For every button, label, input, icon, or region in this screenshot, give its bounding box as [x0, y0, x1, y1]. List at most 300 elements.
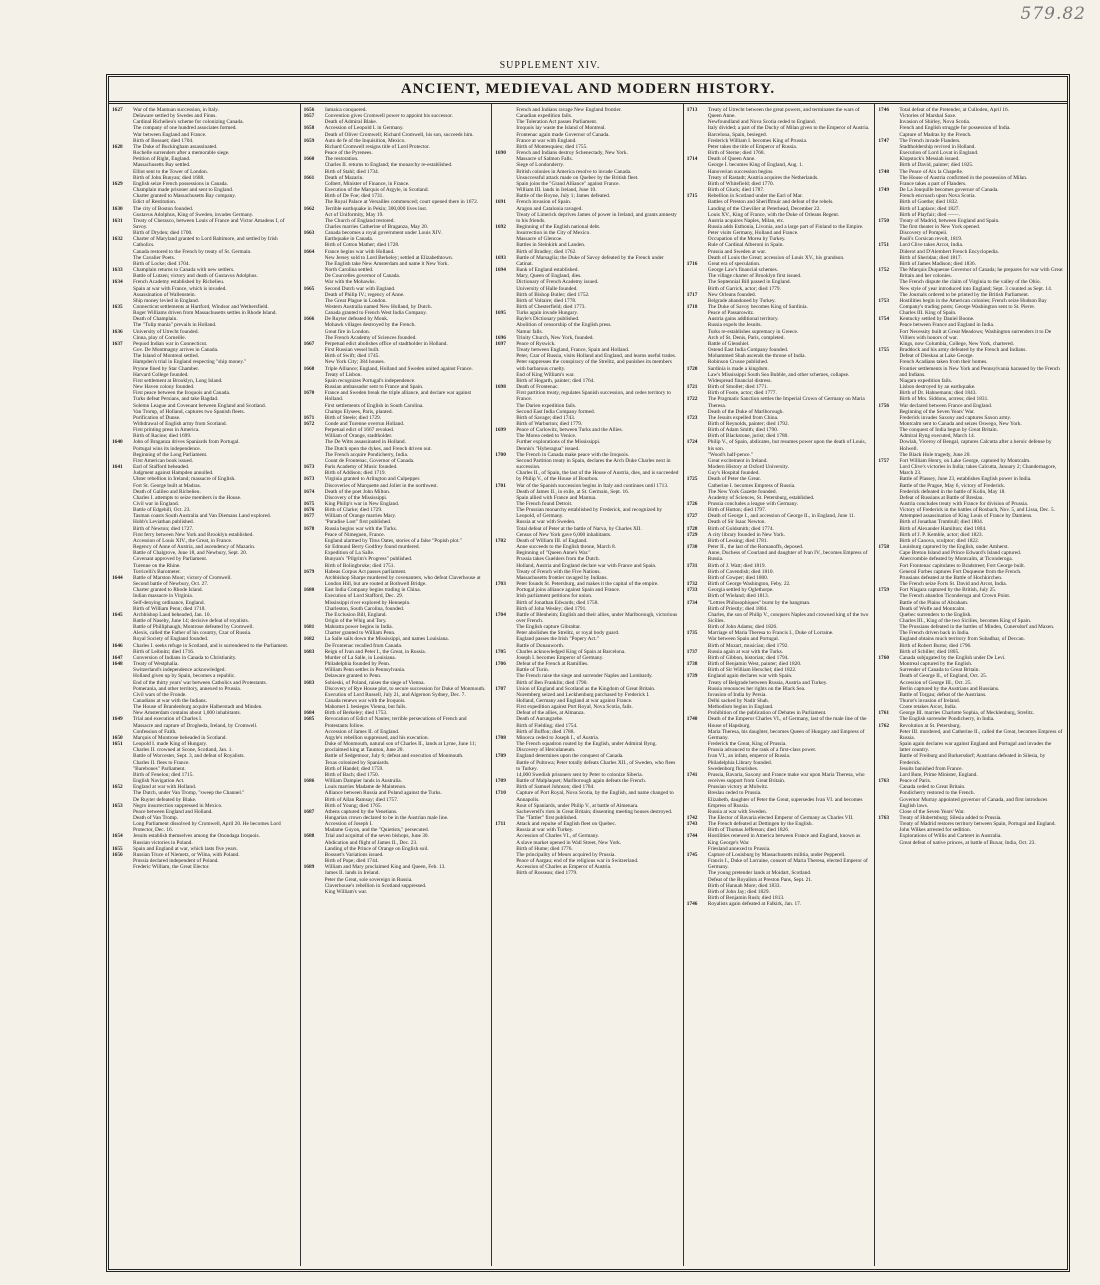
entry-event: Bayle's Dictionary published.: [516, 316, 580, 323]
entry-event: William of Orange, stadtholder.: [324, 433, 393, 440]
entry-event: First Russian vessel built.: [324, 347, 380, 354]
entry-event: The French abandon Ticonderoga and Crown Point.: [899, 593, 1011, 600]
entry-year: 1664: [303, 248, 315, 255]
entry-year: 1716: [686, 260, 698, 267]
entry-year: 1684: [303, 710, 315, 717]
entry-event: Mahomet I. besieges Vienna, but fails.: [324, 704, 407, 711]
entry-event: Birth of Chesterfield; died 1773.: [516, 304, 586, 310]
entry-event: Occupation of the Morea by Turkey.: [707, 236, 786, 243]
entry-event: Louis marries Madame de Maintenon.: [324, 784, 407, 791]
entry-event: Assassination of Wallenstein.: [133, 291, 196, 298]
entry-event: Abdication and flight of James II., Dec. 23.: [324, 839, 418, 846]
entry-event: Death of Mazarin.: [324, 174, 364, 181]
entry-event: Battle of Marston Moor; victory of Cromwell.: [133, 574, 232, 581]
entry-event: Birth of Playfair; died ——.: [899, 211, 960, 218]
entry-event: Charles II., of Spain, the last of the House of Austria, dies, and is succeeded by Philip V., of the House of Bourbon.: [516, 470, 679, 483]
entry-event: Irish parliament petitions for union.: [516, 593, 593, 600]
entry-event: Defeat of the allies, at Almanza.: [516, 710, 585, 717]
entry-event: Battle of Marsaglia; the Duke of Savoy defeated by the French under Catinat.: [516, 254, 664, 267]
entry-event: Prussia declared independent of Poland.: [133, 858, 219, 865]
entry-event: Breslau ceded to Prussia.: [707, 790, 762, 797]
entry-event: Birth of Sterne; died 1768.: [707, 150, 765, 157]
entry-event: Attempted assassination of King Louis of France by Damiens.: [899, 513, 1033, 520]
entry-event: Athens captured by the Venetians.: [324, 808, 398, 815]
entry-year: 1691: [495, 199, 506, 206]
entry-year: 1693: [495, 254, 506, 261]
entry-event: Discoveries of Marquette and Joliet in the northwest.: [324, 482, 438, 489]
entry-event: Treaty of Lisbon.: [324, 371, 362, 378]
entry-year: 1705: [495, 648, 506, 655]
entry-event: The Royal Palace at Versailles commenced; court opened there in 1672.: [324, 199, 479, 206]
entry-year: 1752: [878, 267, 890, 274]
entry-event: Russian ambassador sent to France and Spain.: [324, 384, 424, 391]
entry-event: Earthquake in Canada.: [324, 236, 374, 243]
entry-event: Treaty of Rastadt; Austria acquires the Netherlands.: [707, 174, 819, 181]
entry-year: 1699: [495, 427, 506, 434]
entry-event: Duke of Monmouth, natural son of Charles II., lands at Lyme, June 11; proclaimed king at Taunton, June 20.: [324, 741, 477, 754]
timeline-entry: [878, 366, 1063, 378]
timeline-entry: [878, 329, 1063, 341]
timeline-entry: [878, 729, 1063, 741]
entry-year: 1632: [112, 236, 123, 243]
entry-event: Civil wars of the Fronde.: [133, 691, 187, 698]
entry-year: 1649: [112, 716, 123, 723]
entry-year: 1658: [303, 125, 315, 132]
entry-event: The French driven back in India.: [899, 630, 970, 637]
entry-event: Connecticut settlements at Hartford, Windsor and Wethersfield.: [133, 304, 269, 310]
entry-event: Birth of Hutton; died 1797.: [707, 507, 767, 514]
entry-year: 1720: [686, 365, 698, 372]
entry-event: The Church of England restored.: [324, 217, 395, 224]
entry-event: Birth of Mozart, musician; died 1792.: [707, 642, 789, 649]
entry-year: 1671: [303, 414, 315, 421]
entry-event: Birth of Schiller; died 1805.: [899, 648, 960, 655]
entry-event: New Orleans founded.: [707, 291, 757, 298]
entry-year: [495, 390, 516, 402]
entry-year: 1730: [686, 544, 698, 551]
entry-event: Ivan VI., an infant, emperor of Russia.: [707, 753, 791, 760]
entry-event: The first theater in New York opened.: [899, 223, 981, 230]
entry-event: Death of the Duke of Marlborough.: [707, 408, 784, 415]
entry-event: King Philip's war in New England.: [324, 501, 400, 507]
entry-event: The De Witts assassinated in Holland.: [324, 439, 406, 446]
entry-event: Treaty of Utrecht between the great powers, and terminates the wars of Queen Anne.: [707, 107, 860, 120]
entry-event: Birth of Blackstone, jurist; died 1780.: [707, 433, 789, 440]
entry-year: [687, 729, 708, 741]
entry-event: Bank of England established.: [516, 267, 579, 274]
entry-event: War between England and France.: [133, 131, 207, 138]
entry-event: Reign of Ivan and Peter I., the Great, in Russia.: [324, 648, 426, 655]
entry-event: French and English struggle for possession of India.: [899, 125, 1011, 132]
timeline-entry: [304, 889, 488, 895]
entry-event: Maria Theresa, his daughter, becomes Queen of Hungary and Empress of Germany.: [707, 728, 865, 741]
entry-year: 1724: [686, 439, 698, 446]
entry-year: 1657: [303, 113, 315, 120]
entry-event: Birth of J. Watt; died 1819.: [707, 562, 766, 569]
entry-event: Canada restored to the French by treaty of St. Germain.: [133, 248, 252, 255]
entry-year: 1685: [303, 716, 315, 723]
entry-event: Hanoverian succession begins.: [707, 168, 774, 175]
entry-event: Peace of Passarowitz.: [707, 310, 755, 317]
entry-event: Birth of Cavendish; died 1810.: [707, 568, 774, 575]
entry-year: 1748: [878, 168, 890, 175]
entry-event: Beginning of "Queen Anne's War.": [516, 550, 591, 557]
entry-year: 1628: [112, 143, 123, 150]
entry-event: New York City; 384 houses.: [324, 359, 385, 366]
entry-event: Death of Oliver Cromwell; Richard Cromwell, his son, succeeds him.: [324, 131, 474, 138]
entry-event: Defeat of the French at Ramillies.: [516, 661, 589, 668]
entry-event: Trial and execution of Charles I.: [133, 716, 203, 723]
entry-event: Charles III., King of the two Sicilies, becomes King of Spain.: [899, 617, 1032, 624]
entry-event: Russia begins war with the Turks.: [324, 525, 398, 532]
entry-year: 1745: [686, 851, 698, 858]
entry-event: Peter suppresses the conspiracy of the Strelitz, and punishes its members with barbarous cruelty.: [516, 359, 672, 372]
entry-event: Charles acknowledged King of Spain at Barcelona.: [516, 648, 626, 655]
entry-event: Death of Admiral Blake.: [324, 119, 378, 126]
entry-event: Battle of Philliphaugh; Montrose defeated by Cromwell.: [133, 624, 254, 631]
entry-event: De Ruyter defeated by Blake.: [133, 796, 197, 803]
entry-event: Prussia, Bavaria, Saxony and France make war upon Maria Theresa, who receives support from Great Britain.: [707, 771, 865, 785]
entry-event: Braddock and his army defeated by the French and Indians.: [899, 347, 1027, 354]
entry-event: Charter granted to William Penn.: [324, 630, 396, 637]
entry-year: 1656: [112, 851, 123, 858]
entry-event: Charles II. crowned at Scone, Scotland, Jan. 1.: [133, 747, 233, 754]
entry-year: 1728: [686, 525, 698, 532]
entry-event: Revocation of Edict of Nantes; terrible persecutions of French and Protestants follow.: [324, 716, 467, 729]
entry-event: The French Academy of Sciences founded.: [324, 334, 417, 341]
entry-event: Death of the poet John Milton.: [324, 488, 391, 495]
entry-year: 1750: [878, 217, 890, 224]
entry-event: Elizabeth, daughter of Peter the Great, supersedes Ivan VI. and becomes Empress of Russia.: [707, 796, 863, 809]
entry-event: Trial and acquittal of the seven bishops, June 30.: [324, 833, 429, 840]
entry-event: Birth of Wieland; died 1813.: [707, 593, 770, 600]
entry-event: The Dutch, under Van Tromp, "sweep the Channel.": [133, 790, 245, 797]
entry-event: Indian massacre in Virginia.: [133, 593, 194, 600]
entry-event: Death of the Emperor Charles VI., of Germany, last of the male line of the House of Hapsburg.: [707, 716, 867, 729]
entry-event: Birth of Goethe; died 1832.: [899, 199, 959, 206]
entry-year: 1710: [495, 790, 506, 797]
entry-event: Elliot sent to the Tower of London.: [133, 168, 209, 175]
entry-event: Francis I., Duke of Lorraine, consort of Maria Theresa, elected Emperor of Germany.: [707, 858, 868, 871]
entry-event: Mahratta power begins in India.: [324, 624, 394, 631]
entry-event: Birth of Allan Ramsay; died 1757.: [324, 796, 399, 803]
entry-event: Birth of Leibnitz; died 1716.: [133, 648, 195, 655]
entry-year: [878, 729, 899, 741]
entry-event: Birth of Cotton Mather; died 1728.: [324, 242, 400, 249]
entry-event: First ferry between New York and Brooklyn established.: [133, 531, 254, 538]
entry-year: 1706: [495, 661, 506, 668]
entry-event: Peter founds St. Petersburg, and makes it the capital of the empire.: [516, 581, 659, 588]
entry-event: Birth of Bradley; died 1762.: [516, 248, 577, 255]
entry-event: The English surrender Pondicherry, in India.: [899, 716, 995, 723]
entry-event: Lord Bute, Prime Minister, England.: [899, 771, 978, 778]
entry-event: Dennis's "Hyberagua" issued.: [516, 445, 580, 452]
timeline-entry: [687, 729, 871, 741]
entry-event: Census of New York gave 6,000 inhabitants.: [516, 531, 612, 538]
entry-event: The "Tulip mania" prevails in Holland.: [133, 322, 217, 329]
entry-event: Champlain made prisoner and sent to England.: [133, 187, 234, 194]
entry-event: Treaty of Cherasco, between Louis of France and Victor Amadeus I, of Savoy.: [133, 217, 285, 230]
entry-year: 1709: [495, 753, 506, 760]
entry-event: Pomerania, and other territory, annexed to Prussia.: [133, 685, 242, 692]
entry-event: Berlin captured by the Austrians and Russians.: [899, 685, 1000, 692]
timeline-entry: [687, 439, 871, 451]
timeline-entry: [878, 797, 1063, 809]
entry-event: English Navigation Act.: [133, 778, 185, 785]
entry-event: Spain allied with France and Mantua.: [516, 494, 597, 501]
entry-event: Birth of Warburton; died 1779.: [516, 420, 583, 427]
timeline-entry: [687, 107, 871, 119]
entry-event: Leopold I. made King of Hungary.: [133, 741, 208, 748]
entry-event: Newfoundland and Nova Scotia ceded to England.: [707, 119, 816, 126]
entry-event: Birth of Priestly; died 1804.: [707, 605, 768, 612]
entry-event: Torricelli's Barometer.: [133, 568, 181, 575]
entry-event: Spain recognizes Portugal's independence.: [324, 377, 416, 384]
entry-event: Birth of Berkeley; died 1753.: [324, 710, 388, 717]
entry-event: Birth of Young; died 1765.: [324, 802, 382, 809]
entry-event: Birth of Cowper; died 1800.: [707, 574, 769, 581]
entry-event: Mississippi river explored by Hennepin.: [324, 599, 411, 606]
entry-year: 1662: [303, 205, 315, 212]
entry-event: Austria concludes treaty with France for division of Prussia.: [899, 501, 1029, 507]
entry-year: [878, 741, 899, 753]
entry-event: Death of James II., in exile, at St. Germain, Sept. 16.: [516, 488, 630, 495]
entry-event: Birth of Lessing; died 1781.: [707, 537, 768, 544]
entry-event: Trinity Church, New York, founded.: [516, 334, 594, 341]
entry-event: Birth of Hannah More; died 1833.: [707, 882, 781, 889]
entry-year: 1629: [112, 180, 123, 187]
entry-event: Peter, Czar of Russia, visits Holland and England, and learns useful trades.: [516, 353, 677, 360]
entry-event: Marriage of Maria Theresa to Francis I., Duke of Lorraine.: [707, 630, 834, 637]
entry-event: Charter granted to Rhode Island.: [133, 587, 203, 594]
entry-event: Marquis of Montrose beheaded in Scotland.: [133, 734, 227, 741]
entry-event: Frederick invades Saxony and captures Saxon army.: [899, 414, 1012, 421]
entry-year: 1700: [495, 451, 506, 458]
timeline-entry: [495, 507, 679, 519]
entry-event: Birth of Clarke; died 1729.: [324, 507, 383, 514]
entry-event: Death of Peter the Great.: [707, 476, 762, 483]
entry-event: Perpetual edict of 1667 revoked.: [324, 427, 395, 434]
entry-event: Turks again invade Hungary.: [516, 310, 578, 317]
entry-event: Defeat of the Royalists at Preston Pans, Sept. 21.: [707, 876, 813, 883]
entry-event: Peace between France and England in India.: [899, 322, 995, 329]
entry-event: Battle of the Plains of Abraham.: [899, 599, 969, 606]
columns-container: [109, 104, 1067, 1266]
entry-event: Conde and Turenne overrun Holland.: [324, 420, 405, 427]
entry-event: Birth of James Madison; died 1836.: [899, 260, 976, 267]
entry-event: Birth of Stahl; died 1734.: [324, 168, 380, 175]
entry-event: First peace between the Iroquois and Canada.: [133, 390, 231, 397]
entry-event: Discovery of Herculaneum.: [516, 747, 576, 754]
entry-event: North Carolina settled.: [324, 267, 374, 274]
entry-event: Birth of William Penn; died 1718.: [133, 605, 206, 612]
entry-event: Law's Mississippi South Sea Bubble, and other schemes, collapse.: [707, 371, 850, 378]
entry-event: The Elector of Bavaria elected Emperor of Germany as Charles VII.: [707, 814, 854, 821]
page-title: ANCIENT, MEDIEVAL AND MODERN HISTORY.: [109, 77, 1067, 104]
entry-event: Admiral Byng executed, March 14.: [899, 433, 976, 440]
entry-event: Spain joins the "Grand Alliance" against France.: [516, 180, 620, 187]
entry-event: Landing of the Prince of Orange on English soil.: [324, 845, 429, 852]
entry-event: Spain again declares war against England and Portugal and invades the latter country.: [899, 741, 1052, 754]
entry-year: [304, 575, 325, 587]
timeline-entry: [495, 612, 679, 624]
entry-event: Birth of Savage; died 1743.: [516, 414, 576, 421]
entry-event: Birth of Reynolds, painter; died 1792.: [707, 420, 789, 427]
entry-event: Perpetual edict abolishes office of stadtholder in Holland.: [324, 340, 448, 347]
entry-event: William Dampier lands in Australia.: [324, 778, 402, 785]
entry-event: Peter II., the last of the Romanoffs, deposed.: [707, 544, 804, 551]
entry-event: Governor Murray appointed governor of Canada, and first introduces English laws.: [899, 796, 1048, 809]
entry-event: The French found Detroit.: [516, 501, 573, 507]
entry-event: Negro insurrection suppressed in Mexico.: [133, 802, 223, 809]
entry-event: Academy of Sciences, St. Petersburg, established.: [707, 494, 815, 501]
entry-event: England obtains much territory from Subadhar, of Deccan.: [899, 636, 1025, 643]
entry-year: [878, 753, 899, 765]
entry-year: 1676: [303, 507, 315, 514]
entry-year: 1634: [112, 279, 123, 286]
entry-year: 1753: [878, 297, 890, 304]
entry-event: First printing press in America.: [133, 427, 200, 434]
entry-event: Fort William Henry, on Lake George, captured by Montcalm.: [899, 457, 1031, 464]
entry-event: The Morea ceded to Venice.: [516, 433, 577, 440]
entry-year: [687, 858, 708, 870]
entry-year: 1689: [303, 864, 315, 871]
entry-event: Birth of Fenelon; died 1715.: [133, 771, 194, 778]
entry-event: Hobb's Leviathan published.: [133, 519, 195, 526]
entry-event: The Exclusion Bill, England.: [324, 611, 387, 618]
entry-event: Sobieski, of Poland, raises the siege of Vienna.: [324, 679, 425, 686]
entry-year: 1698: [495, 384, 506, 391]
entry-event: Abercrombie defeated by Montcalm, at Ticonderoga.: [899, 556, 1013, 563]
entry-event: Madame Guyon, and the "Quietists," persecuted.: [324, 827, 429, 834]
entry-event: George III. marries Charlotte Sophia, of Mecklenburg, Strelitz.: [899, 710, 1035, 717]
timeline-entry: [687, 396, 871, 408]
entry-event: The Cavalier Poets.: [133, 254, 175, 261]
entry-year: 1654: [112, 833, 123, 840]
entry-event: Treaty of Belgrade between Russia, Austria and Turkey.: [707, 679, 828, 686]
entry-year: 1651: [112, 741, 123, 748]
entry-event: Great excitement in Ireland.: [707, 457, 768, 464]
entry-event: De La Jonquille becomes governor of Canada.: [899, 187, 999, 194]
entry-year: 1755: [878, 347, 890, 354]
entry-event: Coote retakes Arcot, India.: [899, 704, 957, 711]
entry-year: 1709: [495, 778, 506, 785]
entry-year: 1644: [112, 574, 123, 581]
entry-event: Peace of Paris.: [899, 778, 931, 785]
entry-year: 1735: [686, 630, 698, 637]
entry-event: George I. becomes King of England, Aug. 1.: [707, 162, 804, 169]
timeline-entry: [687, 858, 871, 870]
entry-event: Further explorations of the Mississippi.: [516, 439, 601, 446]
timeline-entry: [112, 821, 296, 833]
entry-event: Russia at war with Sweden.: [516, 519, 576, 526]
entry-event: John Wilkes arrested for sedition.: [899, 827, 972, 834]
entry-event: Execution of Lord Lovat in England.: [899, 150, 979, 157]
timeline-entry: [112, 236, 296, 248]
entry-event: Covenant approved by Parliament.: [133, 556, 208, 563]
entry-year: 1678: [303, 525, 315, 532]
entry-event: Surrender of Canada to Great Britain.: [899, 667, 980, 674]
entry-event: Birth of Bach; died 1750.: [324, 771, 380, 778]
entry-year: 1672: [303, 420, 315, 427]
timeline-entry: [112, 864, 296, 870]
entry-year: [878, 464, 899, 476]
entry-event: France and Sweden break the triple alliance, and declare war against Holland.: [324, 390, 472, 403]
entry-event: Philip V., of Spain, abdicates, but resumes power upon the death of Louis, his son.: [707, 439, 866, 452]
entry-event: Russian Truce of Niemetz, or Wilna, with Poland.: [133, 851, 240, 858]
entry-year: 1713: [686, 107, 698, 113]
entry-event: Hungarian crown declared to be in the Austrian male line.: [324, 814, 449, 821]
entry-event: Cape Breton Island and Prince Edward's Island captured.: [899, 550, 1022, 557]
entry-event: Birth of Adam Smith; died 1790.: [707, 427, 779, 434]
entry-event: The English take New Amsterdam and name it New York.: [324, 260, 449, 267]
entry-event: Robinson Crusoe published.: [707, 359, 769, 366]
entry-event: The Pragmatic Sanction settles the Imperial Crown of Germany on Maria Theresa.: [707, 396, 865, 409]
entry-event: The Journals ordered to be printed by the British Parliament.: [899, 291, 1030, 298]
entry-year: 1673: [303, 464, 315, 471]
entry-event: Death of Wolfe and Montcalm.: [899, 605, 966, 612]
entry-event: Charleston, South Carolina, founded.: [324, 605, 405, 612]
entry-event: Dictionary of French Academy issued.: [516, 279, 599, 286]
entry-event: New style of year introduced into England; Sept. 3 counted as Sept. 14.: [899, 285, 1053, 292]
entry-event: Birth of Thomas Jefferson; died 1826.: [707, 827, 790, 834]
entry-event: Austria gains additional territory.: [707, 316, 779, 323]
entry-event: Birth of Newton; died 1727.: [133, 525, 194, 532]
entry-event: Birth of Mrs. Siddons, actress; died 1831.: [899, 396, 989, 403]
timeline-entry: [495, 870, 679, 876]
entry-event: First American book issued.: [133, 457, 193, 464]
entry-event: Beginning of the Seven Years' War.: [899, 408, 975, 415]
entry-year: 1727: [686, 513, 698, 520]
entry-event: Birth of Fielding; died 1754.: [516, 722, 578, 729]
entry-year: [878, 366, 899, 378]
entry-year: 1731: [686, 562, 698, 569]
entry-event: Self-denying ordinance, England.: [133, 599, 205, 606]
entry-event: Second Dutch war with England.: [324, 285, 396, 292]
entry-event: The French seize Forts St. David and Arcot, India.: [899, 581, 1007, 588]
entry-year: 1640: [112, 439, 123, 446]
entry-year: 1661: [303, 174, 315, 181]
entry-year: 1659: [303, 137, 315, 144]
entry-event: Second East India Company formed.: [516, 408, 595, 415]
entry-event: Klopstock's Messiah issued.: [899, 156, 960, 163]
entry-year: 1737: [686, 648, 698, 655]
entry-event: Birth of Sir William Herschel; died 1822.: [707, 667, 797, 674]
entry-year: [495, 760, 516, 772]
entry-event: Treaty of Madrid, between England and Spain.: [899, 217, 1000, 224]
entry-year: 1744: [686, 833, 698, 840]
entry-event: Death of Galileo and Richelieu.: [133, 488, 201, 495]
entry-event: Van Tromp, of Holland, captures two Spanish fleets.: [133, 408, 245, 415]
entry-event: Delaware granted to Penn.: [324, 673, 382, 680]
entry-event: England alarmed by Titus Oates, stories of a false "Popish plot.": [324, 537, 462, 544]
entry-event: French Acadians taken from their homes.: [899, 359, 988, 366]
entry-event: Earl of Stafford beheaded.: [133, 464, 190, 471]
entry-year: 1646: [112, 642, 123, 649]
entry-event: England passes the Irish "Popery Act.": [516, 636, 599, 643]
entry-event: Siege of Londonderry.: [516, 162, 565, 169]
entry-year: 1695: [495, 310, 506, 317]
entry-event: The Toleration Act passes Parliament.: [516, 119, 598, 126]
entry-year: 1762: [878, 722, 890, 729]
entry-year: 1674: [303, 488, 315, 495]
entry-event: Beginning of the English national debt.: [516, 223, 601, 230]
entry-event: Battle of Freiburg and Burkersdorf; Austrians defeated in Silesia, by Frederick.: [899, 753, 1046, 766]
entry-event: Invasion of India by Persia.: [707, 691, 767, 698]
entry-event: Prussia concludes a league with Germany.: [707, 501, 798, 507]
entry-event: Treaty of Madrid restores territory between Spain, Portugal and England.: [899, 821, 1056, 828]
entry-event: The Septennial Bill passed in England.: [707, 279, 791, 286]
